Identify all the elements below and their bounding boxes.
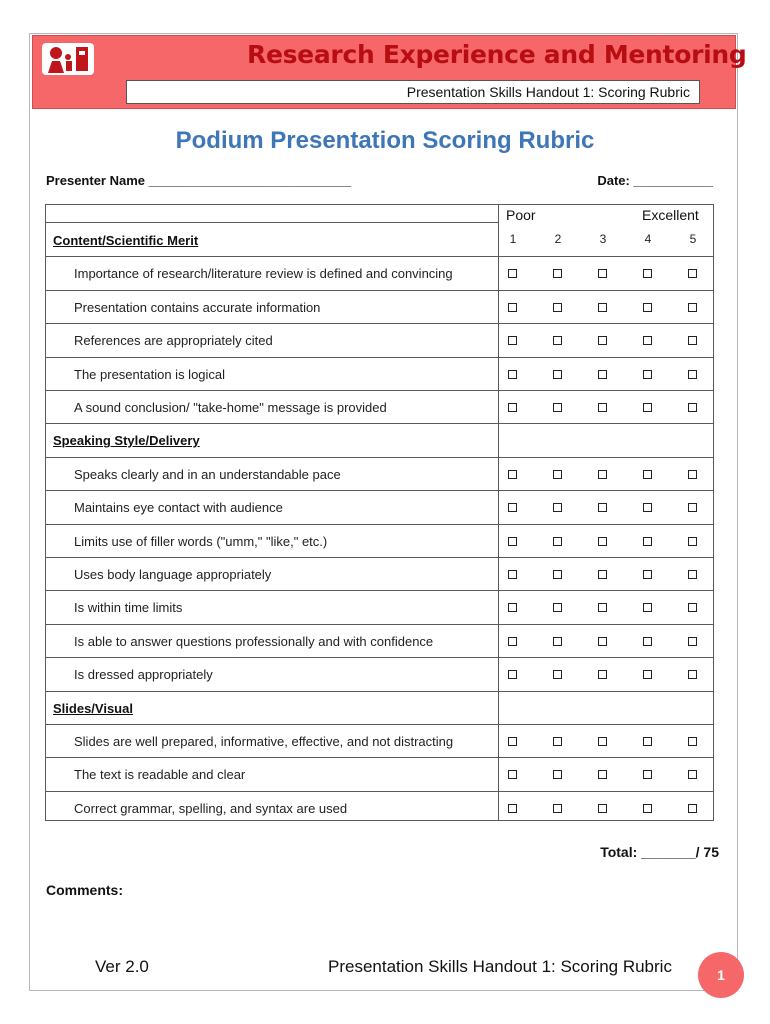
checkbox-icon[interactable] xyxy=(553,370,562,379)
scale-number: 1 xyxy=(509,232,517,246)
criterion-label: Slides are well prepared, informative, effective, and not distracting xyxy=(74,734,454,749)
scale-number: 5 xyxy=(689,232,697,246)
checkbox-icon[interactable] xyxy=(508,336,517,345)
checkbox-icon[interactable] xyxy=(598,737,607,746)
row-divider xyxy=(46,357,713,358)
checkbox-icon[interactable] xyxy=(598,570,607,579)
checkbox-icon[interactable] xyxy=(508,603,517,612)
checkbox-icon[interactable] xyxy=(598,804,607,813)
checkbox-icon[interactable] xyxy=(688,737,697,746)
checkbox-icon[interactable] xyxy=(643,269,652,278)
row-divider xyxy=(46,290,713,291)
row-divider xyxy=(46,323,713,324)
row-divider xyxy=(46,256,713,257)
checkbox-icon[interactable] xyxy=(598,503,607,512)
checkbox-icon[interactable] xyxy=(598,470,607,479)
scale-high-label: Excellent xyxy=(642,207,699,223)
row-divider xyxy=(46,724,713,725)
checkbox-icon[interactable] xyxy=(553,269,562,278)
criterion-label: The text is readable and clear xyxy=(74,767,246,783)
row-divider xyxy=(46,657,713,658)
checkbox-icon[interactable] xyxy=(643,303,652,312)
rem-logo-icon xyxy=(42,43,94,75)
criterion-label: Is within time limits xyxy=(74,600,183,616)
checkbox-icon[interactable] xyxy=(643,537,652,546)
checkbox-icon[interactable] xyxy=(598,370,607,379)
checkbox-icon[interactable] xyxy=(688,670,697,679)
criterion-label: Is able to answer questions professionally and with confidence xyxy=(74,633,434,649)
section-heading: Slides/Visual xyxy=(53,700,133,716)
checkbox-icon[interactable] xyxy=(553,503,562,512)
scale-number: 4 xyxy=(644,232,652,246)
checkbox-icon[interactable] xyxy=(643,804,652,813)
checkbox-icon[interactable] xyxy=(688,403,697,412)
checkbox-icon[interactable] xyxy=(508,303,517,312)
row-divider xyxy=(46,791,713,792)
document-title: Podium Presentation Scoring Rubric xyxy=(175,127,595,154)
row-divider xyxy=(46,457,713,458)
total-score: Total: _______/ 75 xyxy=(600,844,719,860)
checkbox-icon[interactable] xyxy=(553,804,562,813)
section-heading: Speaking Style/Delivery xyxy=(53,433,200,449)
row-divider xyxy=(46,557,713,558)
checkbox-icon[interactable] xyxy=(553,737,562,746)
checkbox-icon[interactable] xyxy=(688,570,697,579)
checkbox-icon[interactable] xyxy=(553,603,562,612)
checkbox-icon[interactable] xyxy=(598,603,607,612)
checkbox-icon[interactable] xyxy=(643,737,652,746)
row-divider xyxy=(46,757,713,758)
checkbox-icon[interactable] xyxy=(598,770,607,779)
footer-title: Presentation Skills Handout 1: Scoring Rubric xyxy=(328,957,672,976)
checkbox-icon[interactable] xyxy=(688,804,697,813)
criterion-label: Speaks clearly and in an understandable pace xyxy=(74,466,341,482)
checkbox-icon[interactable] xyxy=(643,637,652,646)
header-banner xyxy=(32,35,747,109)
checkbox-icon[interactable] xyxy=(553,537,562,546)
checkbox-icon[interactable] xyxy=(643,370,652,379)
rubric-table xyxy=(45,204,714,821)
rubric-column-divider xyxy=(498,205,499,820)
checkbox-icon[interactable] xyxy=(508,570,517,579)
row-divider xyxy=(46,390,713,391)
row-divider xyxy=(46,624,713,625)
checkbox-icon[interactable] xyxy=(598,303,607,312)
banner-subtitle: Presentation Skills Handout 1: Scoring Rubric xyxy=(126,80,700,104)
checkbox-icon[interactable] xyxy=(643,336,652,345)
checkbox-icon[interactable] xyxy=(643,770,652,779)
checkbox-icon[interactable] xyxy=(508,637,517,646)
checkbox-icon[interactable] xyxy=(553,637,562,646)
criterion-label: The presentation is logical xyxy=(74,366,226,382)
section-heading: Content/Scientific Merit xyxy=(53,233,199,248)
checkbox-icon[interactable] xyxy=(688,537,697,546)
row-divider xyxy=(46,423,713,424)
checkbox-icon[interactable] xyxy=(553,770,562,779)
checkbox-icon[interactable] xyxy=(508,370,517,379)
criterion-label: Is dressed appropriately xyxy=(74,667,213,683)
row-divider xyxy=(46,490,713,491)
checkbox-icon[interactable] xyxy=(508,737,517,746)
checkbox-icon[interactable] xyxy=(553,570,562,579)
checkbox-icon[interactable] xyxy=(508,804,517,813)
page-number-badge: 1 xyxy=(698,952,744,998)
checkbox-icon[interactable] xyxy=(643,503,652,512)
checkbox-icon[interactable] xyxy=(553,303,562,312)
rubric-header-line xyxy=(46,222,498,223)
checkbox-icon[interactable] xyxy=(688,637,697,646)
checkbox-icon[interactable] xyxy=(508,503,517,512)
criterion-label: Importance of research/literature review is defined and convincing xyxy=(74,266,453,282)
criterion-label: Correct grammar, spelling, and syntax are used xyxy=(74,800,348,816)
row-divider xyxy=(46,524,713,525)
date-field[interactable]: Date: ___________ xyxy=(597,173,713,188)
footer-version: Ver 2.0 xyxy=(95,957,149,976)
checkbox-icon[interactable] xyxy=(643,403,652,412)
checkbox-icon[interactable] xyxy=(598,537,607,546)
checkbox-icon[interactable] xyxy=(553,470,562,479)
checkbox-icon[interactable] xyxy=(688,336,697,345)
checkbox-icon[interactable] xyxy=(508,537,517,546)
scale-number: 3 xyxy=(599,232,607,246)
checkbox-icon[interactable] xyxy=(598,336,607,345)
checkbox-icon[interactable] xyxy=(688,303,697,312)
criterion-label: Uses body language appropriately xyxy=(74,567,272,582)
checkbox-icon[interactable] xyxy=(688,370,697,379)
checkbox-icon[interactable] xyxy=(553,403,562,412)
checkbox-icon[interactable] xyxy=(598,670,607,679)
checkbox-icon[interactable] xyxy=(688,603,697,612)
checkbox-icon[interactable] xyxy=(598,637,607,646)
checkbox-icon[interactable] xyxy=(643,670,652,679)
checkbox-icon[interactable] xyxy=(643,570,652,579)
banner-title: Research Experience and Mentoring xyxy=(247,40,747,69)
checkbox-icon[interactable] xyxy=(643,470,652,479)
row-divider xyxy=(46,691,713,692)
checkbox-icon[interactable] xyxy=(553,670,562,679)
checkbox-icon[interactable] xyxy=(598,403,607,412)
checkbox-icon[interactable] xyxy=(508,770,517,779)
checkbox-icon[interactable] xyxy=(508,269,517,278)
criterion-label: Limits use of filler words ("umm," "like," etc.) xyxy=(74,533,328,549)
criterion-label: A sound conclusion/ "take-home" message is provided xyxy=(74,400,387,415)
criterion-label: Presentation contains accurate information xyxy=(74,299,321,315)
checkbox-icon[interactable] xyxy=(688,503,697,512)
checkbox-icon[interactable] xyxy=(688,470,697,479)
row-divider xyxy=(46,590,713,591)
checkbox-icon[interactable] xyxy=(508,470,517,479)
checkbox-icon[interactable] xyxy=(688,770,697,779)
checkbox-icon[interactable] xyxy=(598,269,607,278)
checkbox-icon[interactable] xyxy=(508,403,517,412)
checkbox-icon[interactable] xyxy=(688,269,697,278)
criterion-label: Maintains eye contact with audience xyxy=(74,500,283,516)
comments-label: Comments: xyxy=(46,882,124,898)
criterion-label: References are appropriately cited xyxy=(74,333,273,349)
checkbox-icon[interactable] xyxy=(553,336,562,345)
scale-number: 2 xyxy=(554,232,562,246)
checkbox-icon[interactable] xyxy=(508,670,517,679)
scale-low-label: Poor xyxy=(506,207,536,223)
presenter-name-field[interactable]: Presenter Name ____________________________ xyxy=(46,173,352,188)
checkbox-icon[interactable] xyxy=(643,603,652,612)
